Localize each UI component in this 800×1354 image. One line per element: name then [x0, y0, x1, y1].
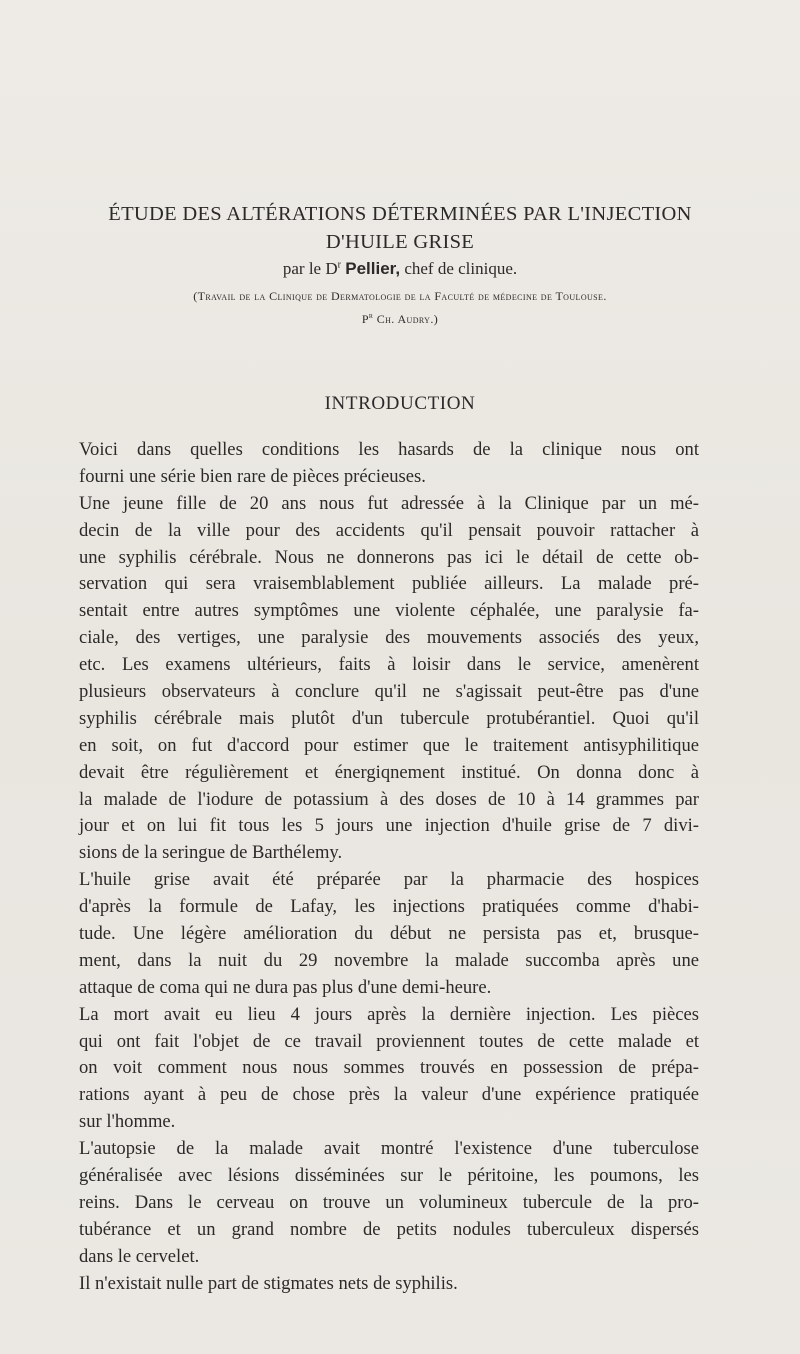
author-name: Pellier,	[345, 259, 401, 278]
text-line: rations ayant à peu de chose près la valeur d'une expérience pratiquée	[79, 1084, 699, 1106]
article-title-line-2: D'HUILE GRISE	[325, 231, 475, 253]
text-line: fourni une série bien rare de pièces précieuses.	[79, 465, 426, 487]
text-line: plusieurs observateurs à conclure qu'il ne s'agissait peut-être pas d'une	[79, 681, 699, 703]
text-line: d'après la formule de Lafay, les injections pratiquées comme d'habi-	[79, 896, 699, 918]
affiliation-director: Ch. Audry.)	[373, 312, 439, 326]
text-line: ment, dans la nuit du 29 novembre la malade succomba après une	[79, 949, 699, 971]
affiliation-line-2	[0, 311, 800, 327]
text-line: servation qui sera vraisemblablement publiée ailleurs. La malade pré-	[79, 573, 699, 595]
text-line: on voit comment nous nous sommes trouvés en possession de prépa-	[79, 1057, 699, 1079]
byline-title-sup: r	[337, 259, 341, 271]
text-line: tude. Une légère amélioration du début ne persista pas et, brusque-	[79, 923, 699, 945]
paragraph	[79, 1136, 699, 1270]
text-line: jour et on lui fit tous les 5 jours une injection d'huile grise de 7 divi-	[79, 815, 699, 837]
paragraph	[79, 1271, 699, 1298]
text-line: Voici dans quelles conditions les hasards de la clinique nous ont	[79, 439, 699, 460]
byline	[0, 259, 800, 279]
text-line: ciale, des vertiges, une paralysie des mouvements associés des yeux,	[79, 627, 699, 649]
affiliation-line-1: (Travail de la Clinique de Dermatologie de la Faculté de médecine de Toulouse.	[193, 289, 607, 303]
text-line: syphilis cérébrale mais plutôt d'un tubercule protubérantiel. Quoi qu'il	[79, 707, 699, 729]
text-line: la malade de l'iodure de potassium à des doses de 10 à 14 grammes par	[79, 788, 699, 810]
text-line: decin de la ville pour des accidents qu'il pensait pouvoir rattacher à	[79, 519, 699, 541]
text-line: etc. Les examens ultérieurs, faits à loisir dans le service, amenèrent	[79, 654, 699, 676]
paragraph	[79, 867, 699, 1001]
section-heading: INTRODUCTION	[324, 393, 476, 414]
text-line: généralisée avec lésions disséminées sur le péritoine, les poumons, les	[79, 1165, 699, 1187]
text-line: L'autopsie de la malade avait montré l'existence d'une tuberculose	[79, 1138, 699, 1160]
text-line: reins. Dans le cerveau on trouve un volumineux tubercule de la pro-	[79, 1191, 699, 1213]
text-line: qui ont fait l'objet de ce travail proviennent toutes de cette malade et	[79, 1030, 699, 1052]
text-line: sur l'homme.	[79, 1111, 176, 1133]
text-line: Une jeune fille de 20 ans nous fut adressée à la Clinique par un mé-	[79, 492, 699, 514]
affiliation-sup: r	[368, 311, 374, 320]
text-line: sentait entre autres symptômes une violente céphalée, une paralysie fa-	[79, 600, 699, 622]
text-line: dans le cervelet.	[79, 1245, 200, 1267]
text-line: tubérance et un grand nombre de petits nodules tuberculeux dispersés	[79, 1218, 699, 1240]
paragraph	[79, 437, 699, 491]
body-text	[79, 437, 699, 1298]
text-line: attaque de coma qui ne dura pas plus d'une demi-heure.	[79, 976, 492, 998]
text-line: sions de la seringue de Barthélemy.	[79, 842, 343, 864]
text-line: La mort avait eu lieu 4 jours après la dernière injection. Les pièces	[79, 1003, 699, 1025]
paragraph	[79, 491, 699, 867]
paragraph	[79, 1002, 699, 1136]
text-line: en soit, on fut d'accord pour estimer que le traitement antisyphilitique	[79, 734, 699, 756]
text-line: L'huile grise avait été préparée par la pharmacie des hospices	[79, 869, 699, 891]
byline-role: chef de clinique.	[400, 259, 518, 278]
affiliation-prefix: P	[361, 312, 369, 326]
text-line: une syphilis cérébrale. Nous ne donnerons pas ici le détail de cette ob-	[79, 546, 699, 568]
text-line: Il n'existait nulle part de stigmates nets de syphilis.	[79, 1272, 458, 1294]
byline-prefix: par le D	[282, 259, 338, 278]
text-line: devait être régulièrement et énergiqnement institué. On donna donc à	[79, 761, 699, 783]
article-title-line-1: ÉTUDE DES ALTÉRATIONS DÉTERMINÉES PAR L'INJECTION	[108, 203, 692, 225]
